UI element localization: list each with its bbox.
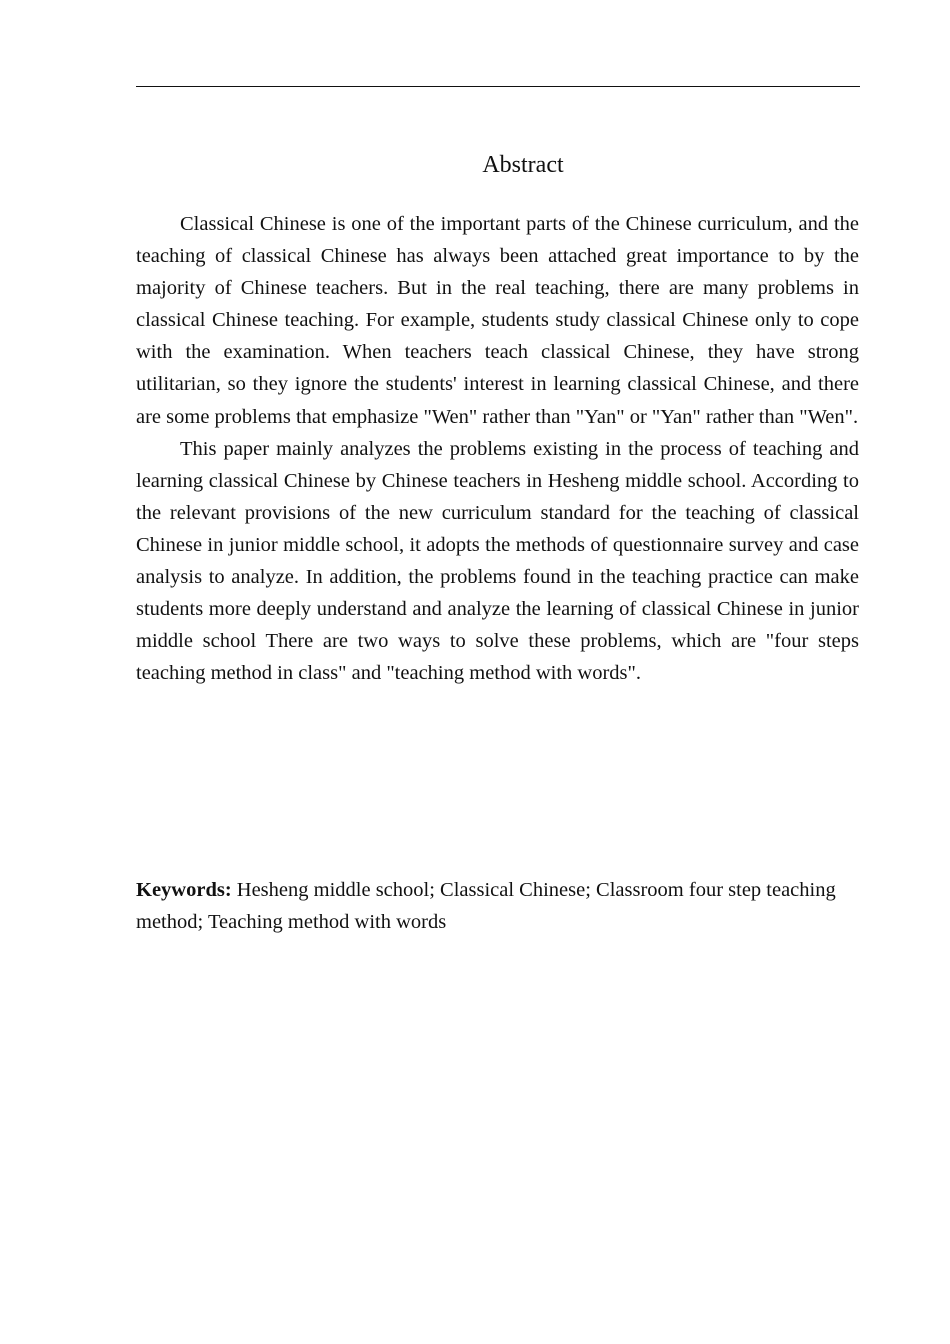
header-rule	[136, 86, 860, 87]
abstract-paragraph-1: Classical Chinese is one of the important parts of the Chinese curriculum, and the teaching of classical Chinese has always been attached great importance to by the majority of Chinese teachers. But in the real teaching, there are many problems in classical Chinese teaching. For example, students study classical Chinese only to cope with the examination. When teachers teach classical Chinese, they have strong utilitarian, so they ignore the students' interest in learning classical Chinese, and there are some problems that emphasize "Wen" rather than "Yan" or "Yan" rather than "Wen".	[136, 213, 859, 428]
abstract-paragraph-2: This paper mainly analyzes the problems existing in the process of teaching and learning classical Chinese by Chinese teachers in Hesheng middle school. According to the relevant provisions of the new curriculum standard for the teaching of classical Chinese in junior middle school, it adopts the methods of questionnaire survey and case analysis to analyze. In addition, the problems found in the teaching practice can make students more deeply understand and analyze the learning of classical Chinese in junior middle school There are two ways to solve these problems, which are "four steps teaching method in class" and "teaching method with words".	[136, 437, 859, 685]
abstract-body	[136, 208, 859, 689]
keywords-text: Hesheng middle school; Classical Chinese; Classroom four step teaching method; Teaching method with words	[136, 879, 836, 934]
keywords-line	[136, 874, 836, 938]
abstract-title: Abstract	[482, 152, 564, 178]
keywords-label: Keywords:	[136, 879, 232, 901]
